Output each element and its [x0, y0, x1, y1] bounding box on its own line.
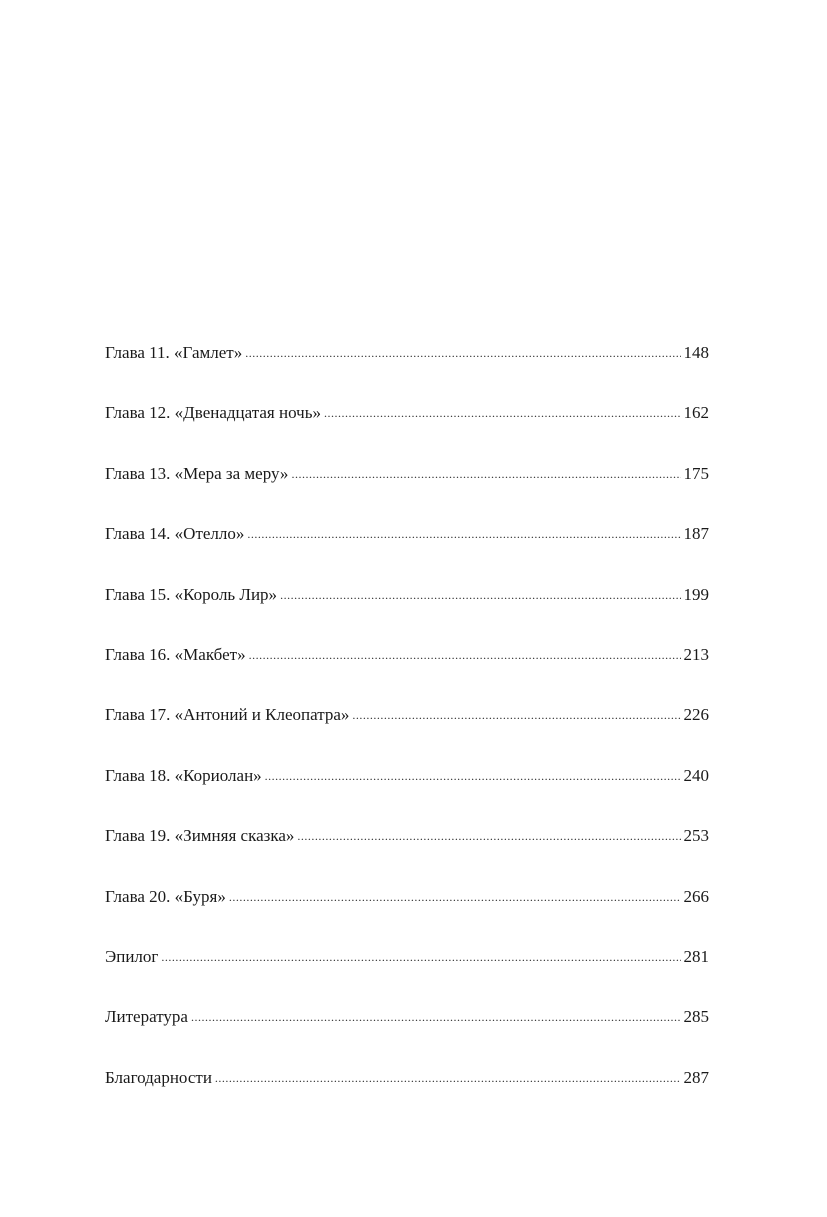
- toc-entry-chapter-12[interactable]: [105, 401, 709, 461]
- toc-entry-chapter-14[interactable]: [105, 522, 709, 582]
- toc-entry-page-number: 213: [683, 644, 709, 664]
- toc-dot-leader: [247, 522, 680, 546]
- toc-entry-page-number: 148: [683, 343, 709, 362]
- toc-entry-page-number: 162: [683, 403, 709, 423]
- toc-entry-chapter-18[interactable]: [105, 764, 709, 824]
- toc-dot-leader: [280, 583, 680, 607]
- toc-entry-chapter-11[interactable]: [105, 341, 709, 401]
- toc-entry-literature[interactable]: [105, 1005, 709, 1065]
- toc-entry-page-number: 175: [683, 463, 709, 483]
- toc-entry-chapter-19[interactable]: [105, 824, 709, 884]
- toc-dot-leader: [215, 1066, 681, 1090]
- toc-entry-chapter-17[interactable]: [105, 703, 709, 763]
- toc-entry-title: Глава 16. «Макбет»: [105, 644, 246, 664]
- toc-entry-page-number: 253: [683, 826, 709, 846]
- toc-entry-page-number: 240: [683, 765, 709, 785]
- toc-entry-page-number: 281: [683, 946, 709, 966]
- toc-entry-chapter-16[interactable]: [105, 643, 709, 703]
- toc-dot-leader: [249, 643, 681, 667]
- table-of-contents: [105, 341, 709, 1126]
- toc-entry-page-number: 226: [683, 705, 709, 725]
- toc-entry-page-number: 287: [683, 1067, 709, 1087]
- toc-entry-title: Глава 15. «Король Лир»: [105, 584, 278, 604]
- toc-entry-chapter-20[interactable]: [105, 885, 709, 945]
- toc-dot-leader: [352, 703, 680, 727]
- toc-entry-page-number: 285: [683, 1007, 709, 1027]
- toc-entry-title: Глава 12. «Двенадцатая ночь»: [105, 403, 321, 423]
- toc-dot-leader: [161, 945, 680, 969]
- toc-dot-leader: [265, 764, 681, 788]
- toc-entry-title: Благодарности: [105, 1067, 212, 1087]
- toc-entry-title: Глава 17. «Антоний и Клеопатра»: [105, 705, 350, 725]
- toc-entry-chapter-13[interactable]: [105, 462, 709, 522]
- toc-entry-chapter-15[interactable]: [105, 583, 709, 643]
- toc-entry-title: Литература: [105, 1007, 188, 1027]
- toc-dot-leader: [191, 1005, 681, 1029]
- toc-entry-title: Глава 18. «Кориолан»: [105, 765, 262, 785]
- toc-dot-leader: [324, 401, 681, 425]
- toc-entry-title: Глава 11. «Гамлет»: [105, 343, 243, 362]
- toc-dot-leader: [245, 341, 680, 365]
- toc-entry-epilogue[interactable]: [105, 945, 709, 1005]
- toc-dot-leader: [297, 824, 680, 848]
- toc-entry-title: Глава 19. «Зимняя сказка»: [105, 826, 295, 846]
- toc-entry-acknowledgements[interactable]: [105, 1066, 709, 1126]
- toc-entry-page-number: 187: [683, 524, 709, 544]
- toc-entry-page-number: 266: [683, 886, 709, 906]
- toc-entry-page-number: 199: [683, 584, 709, 604]
- toc-entry-title: Эпилог: [105, 946, 159, 966]
- toc-dot-leader: [291, 462, 680, 486]
- toc-entry-title: Глава 13. «Мера за меру»: [105, 463, 289, 483]
- toc-entry-title: Глава 14. «Отелло»: [105, 524, 245, 544]
- toc-entry-title: Глава 20. «Буря»: [105, 886, 226, 906]
- toc-dot-leader: [229, 885, 681, 909]
